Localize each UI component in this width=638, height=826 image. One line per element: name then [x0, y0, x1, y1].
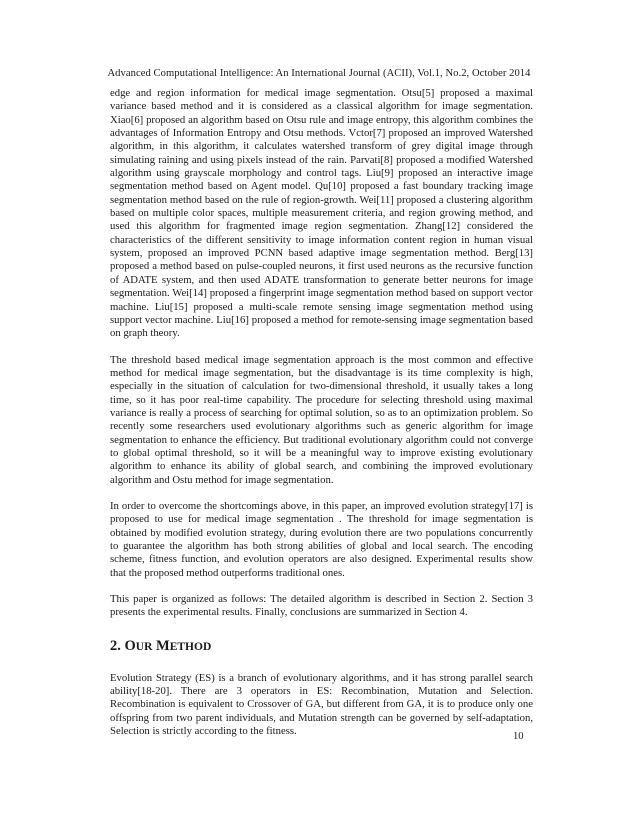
page-number: 10 — [513, 731, 524, 742]
section-title-rest-2: ETHOD — [169, 640, 212, 653]
paragraph-organization: This paper is organized as follows: The detailed algorithm is described in Section 2. Section 3 presents the experimental results. Finally, conclusions are summarized in Section 4. — [110, 593, 533, 619]
section-heading — [110, 638, 533, 655]
section-number: 2. — [110, 637, 121, 654]
section-title-rest-1: UR — [135, 640, 153, 653]
paragraph-threshold-approach: The threshold based medical image segmentation approach is the most common and effective method for medical image segmentation, but the disadvantage is its time complexity is high, especially in the situation of calculation for two-dimensional threshold, it usually takes a long time, so it has poor real-time capability. The procedure for selecting threshold using maximal variance is really a process of searching for optimal solution, so as to an optimization problem. So recently some researchers used evolutionary algorithms such as generic algorithm for image segmentation to enhance the efficiency. But traditional evolutionary algorithm could not converge to global optimal threshold, so it will be a meaningful way to improve existing evolutionary algorithm to enhance its ability of global search, and combining the improved evolutionary algorithm and Ostu method for image segmentation. — [110, 353, 533, 486]
section-title-initial-2: M — [156, 637, 170, 654]
paragraph-related-work: edge and region information for medical image segmentation. Otsu[5] proposed a maximal variance based method and it is considered as a classical algorithm for image segmentation. Xiao[6] proposed an algorithm based on Otsu rule and image entropy, this algorithm combines the advantages of Information Entropy and Otsu methods. Vctor[7] proposed an improved Watershed algorithm, in this algorithm, it calculates watershed transform of grey digital image through simulating raining and using pixels instead of the rain. Parvati[8] proposed a modified Watershed algorithm using grayscale morphology and control tags. Liu[9] proposed an interactive image segmentation method based on Agent model. Qu[10] proposed a fast boundary tracking image segmentation method based on the rule of region-growth. Wei[11] proposed a clustering algorithm based on multiple color spaces, multiple measurement criteria, and region growing method, and used this algorithm for fragmented image region segmentation. Zhang[12] considered the characteristics of the different sensitivity to image information content region in human visual system, proposed an improved PCNN based adaptive image segmentation method. Berg[13] proposed a method based on pulse-coupled neurons, it first used neurons as the recursive function of ADATE system, and then used ADATE transformation to generate better neurons for image segmentation. Wei[14] proposed a fingerprint image segmentation method based on support vector machine. Liu[15] proposed a multi-scale remote sensing image segmentation method using support vector machine. Liu[16] proposed a method for remote-sensing image segmentation based on graph theory. — [110, 87, 533, 340]
paragraph-proposed-method: In order to overcome the shortcomings above, in this paper, an improved evolution strategy[17] is proposed to use for medical image segmentation . The threshold for image segmentation is obtained by modified evolution strategy, during evolution there are two populations concurrently to guarantee the algorithm has both strong abilities of global and local search. The encoding scheme, fitness function, and evolution operators are also designed. Experimental results show that the proposed method outperforms traditional ones. — [110, 499, 533, 579]
body-text — [110, 87, 533, 738]
section-title-initial-1: O — [124, 637, 136, 654]
running-header: Advanced Computational Intelligence: An International Journal (ACII), Vol.1, No.2, October 2014 — [107, 68, 531, 79]
paragraph-evolution-strategy: Evolution Strategy (ES) is a branch of evolutionary algorithms, and it has strong parallel search ability[18-20]. There are 3 operators in ES: Recombination, Mutation and Selection. Recombination is equivalent to Crossover of GA, but different from GA, it is to produce only one offspring from two parent individuals, and Mutation strength can be governed by self-adaptation, Selection is strictly according to the fitness. — [110, 671, 533, 738]
